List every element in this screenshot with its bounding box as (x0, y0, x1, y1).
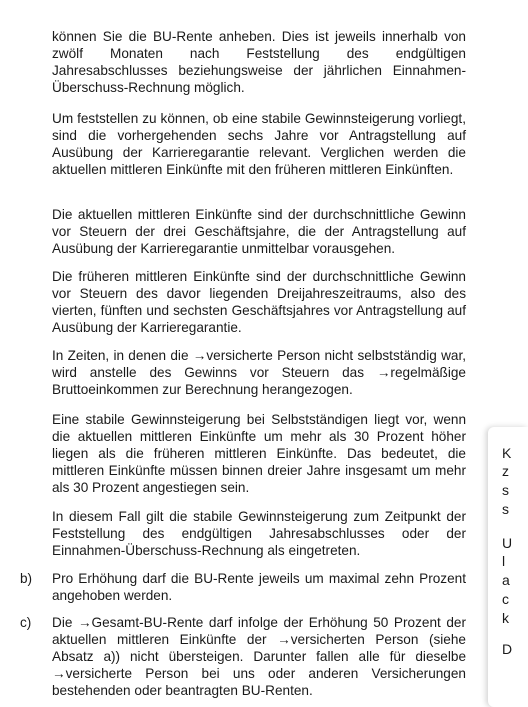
list-item-text: Die →Gesamt-BU-Rente darf infolge der Erhöhung 50 Prozent der aktuellen mittleren Einkünfte der →versicherten Person (siehe Absatz a)) nicht übersteigen. Darunter fallen alle für dieselbe →versicherte Person bei uns oder anderen Versicherungen bestehenden oder beantragten BU-Renten. (52, 615, 466, 699)
side-card-glyph: K (502, 445, 512, 461)
list-item-text: Pro Erhöhung darf die BU-Rente jeweils um maximal zehn Prozent angehoben werden. (52, 571, 466, 604)
paragraph: Um feststellen zu können, ob eine stabile Gewinnsteigerung vorliegt, sind die vorhergehenden sechs Jahre vor Antragstellung auf Ausübung der Karrieregarantie relevant. Verglichen werden die aktuellen mittleren Einkünfte mit den früheren mittleren Einkünften. (52, 111, 466, 178)
list-item (20, 570, 466, 604)
paragraph: In Zeiten, in denen die →versicherte Person nicht selbstständig war, wird anstelle des Gewinns vor Steuern das →regelmäßige Bruttoeinkommen zur Berechnung herangezogen. (52, 348, 466, 398)
side-card-glyph: a (502, 572, 510, 588)
paragraph: Die aktuellen mittleren Einkünfte sind der durchschnittliche Gewinn vor Steuern der drei Geschäftsjahre, die der Antragstellung auf Ausübung der Karrieregarantie unmittelbar vorausgehen. (52, 207, 466, 257)
side-card-glyph: s (502, 501, 509, 517)
side-card-glyph: c (502, 591, 509, 607)
side-card-glyph: k (502, 610, 509, 626)
side-card-glyph: D (502, 641, 513, 657)
side-card-glyph: U (502, 535, 513, 551)
side-popup-card[interactable] (488, 427, 528, 707)
list-letter: c) (20, 615, 32, 630)
paragraph: Eine stabile Gewinnsteigerung bei Selbstständigen liegt vor, wenn die aktuellen mittleren Einkünfte um mehr als 30 Prozent höher liegen als die früheren mittleren Einkünfte. Das bedeutet, die mittleren Einkünfte müssen binnen dreier Jahre insgesamt um mehr als 30 Prozent angestiegen sein. (52, 412, 466, 496)
paragraph: Die früheren mittleren Einkünfte sind der durchschnittliche Gewinn vor Steuern des davor liegenden Dreijahreszeitraums, also des vierten, fünften und sechsten Geschäftsjahres vor Antragstellung auf Ausübung der Karrieregarantie. (52, 269, 466, 336)
side-card-glyph: s (502, 482, 509, 498)
side-card-glyph: z (502, 463, 509, 479)
list-item (20, 614, 466, 699)
side-card-glyph: l (502, 553, 506, 569)
list-letter: b) (20, 571, 33, 586)
paragraph: können Sie die BU-Rente anheben. Dies ist jeweils innerhalb von zwölf Monaten nach Feststellung des endgültigen Jahresabschlusses beziehungsweise der jährlichen Einnahmen-Überschuss-Rechnung möglich. (52, 29, 466, 96)
paragraph: In diesem Fall gilt die stabile Gewinnsteigerung zum Zeitpunkt der Feststellung des endgültigen Jahresabschlusses oder der Einnahmen-Überschuss-Rechnung als eingetreten. (52, 509, 466, 559)
